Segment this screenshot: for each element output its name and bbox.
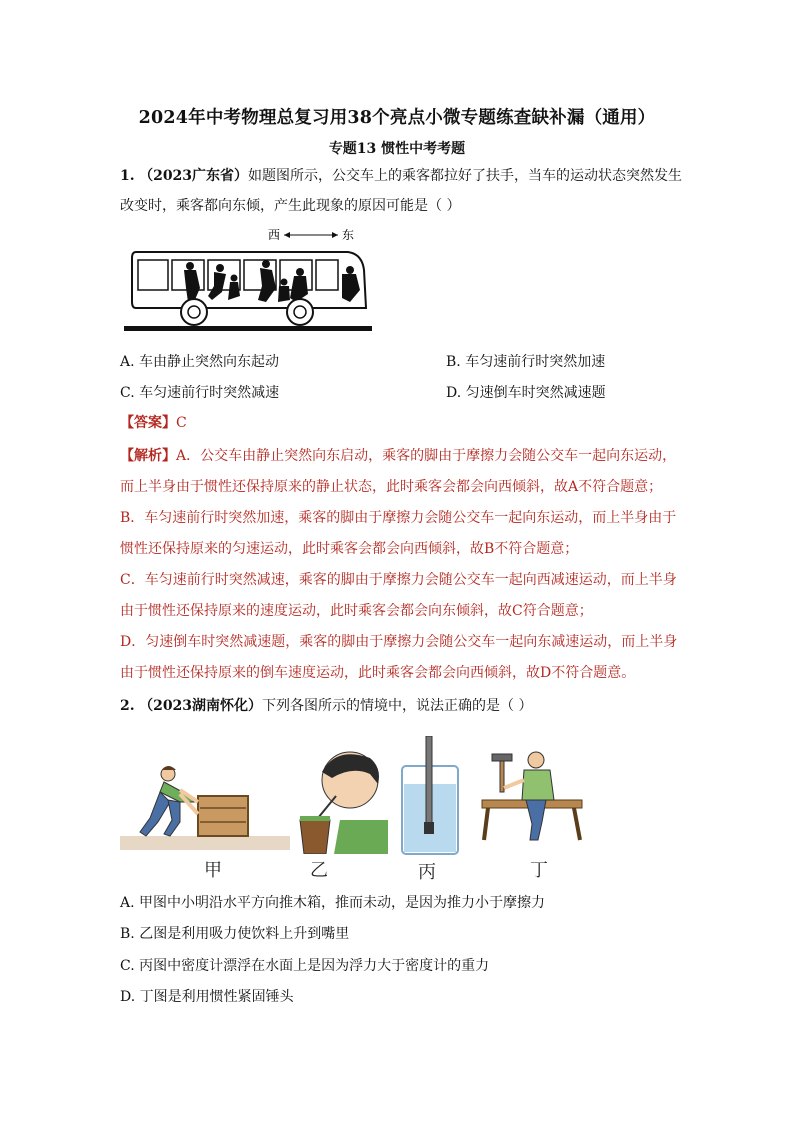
q2-stem-text: 下列各图所示的情境中，说法正确的是（ ）	[262, 698, 533, 714]
analysis-line-7: D．匀速倒车时突然减速题，乘客的脚由于摩擦力会随公交车一起向东减速运动，而上半身	[120, 634, 678, 650]
child-shirt	[334, 820, 388, 854]
hammer-handle	[500, 758, 504, 792]
front-wheel	[181, 299, 207, 325]
analysis-line-8: 由于惯性还保持原来的倒车速度运动，此时乘客会都会向西倾斜，故D不符合题意。	[120, 665, 636, 681]
q1-number: 1.	[120, 168, 135, 184]
density-meter-stem	[426, 736, 432, 826]
bus-figure	[124, 222, 374, 334]
arrow-left-head	[284, 232, 290, 238]
q2-option-c: C. 丙图中密度计漂浮在水面上是因为浮力大于密度计的重力	[120, 958, 490, 974]
figure-ding	[472, 744, 584, 884]
pushing-box-illustration	[120, 740, 290, 850]
q2-option-a: A. 甲图中小明沿水平方向推木箱，推而未动，是因为推力小于摩擦力	[120, 895, 546, 911]
q2-source: （2023湖南怀化）	[139, 698, 263, 714]
hammer-illustration	[472, 744, 584, 844]
answer-tag: 【答案】	[120, 415, 176, 431]
label-ding: 丁	[530, 860, 548, 881]
analysis-line-6: 由于惯性还保持原来的速度运动，此时乘客会都会向东倾斜，故C符合题意；	[120, 603, 593, 619]
figure-jia	[120, 740, 290, 880]
analysis-line-5: C．车匀速前行时突然减速，乘客的脚由于摩擦力会随公交车一起向西减速运动，而上半身	[120, 572, 677, 588]
east-label: 东	[342, 228, 355, 242]
q2-stem	[120, 696, 533, 716]
q1-option-d: D. 匀速倒车时突然减速题	[446, 385, 606, 401]
q2-option-b: B. 乙图是利用吸力使饮料上升到嘴里	[120, 926, 350, 942]
arrow-right-head	[332, 232, 338, 238]
hydrometer-illustration	[398, 736, 462, 856]
floor	[120, 836, 290, 850]
rear-wheel	[287, 299, 313, 325]
label-yi: 乙	[310, 860, 328, 881]
analysis-tag: 【解析】	[120, 448, 176, 464]
analysis-line-2: 而上半身由于惯性还保持原来的静止状态，此时乘客会都会向西倾斜，故A不符合题意；	[120, 479, 663, 495]
analysis-text-1: A．公交车由静止突然向东启动，乘客的脚由于摩擦力会随公交车一起向东运动，	[176, 448, 677, 464]
figure-bing	[398, 736, 462, 886]
q2-number: 2.	[120, 698, 135, 714]
q1-option-b: B. 车匀速前行时突然加速	[446, 354, 606, 370]
analysis-line-1	[120, 446, 676, 466]
bus-illustration	[124, 222, 374, 334]
q1-source: （2023广东省）	[139, 168, 249, 184]
answer-value: C	[176, 415, 187, 431]
figure-yi	[296, 744, 388, 884]
q1-option-a: A. 车由静止突然向东起动	[120, 354, 280, 370]
q1-stem-line2: 改变时，乘客都向东倾，产生此现象的原因可能是（ ）	[120, 198, 461, 214]
man-head	[528, 752, 544, 768]
q1-answer	[120, 413, 187, 433]
q1-stem-text1: 如题图所示，公交车上的乘客都拉好了扶手，当车的运动状态突然发生	[248, 168, 683, 184]
density-meter-bulb	[424, 822, 434, 834]
analysis-line-4: 惯性还保持原来的匀速运动，此时乘客会都会向西倾斜，故B不符合题意；	[120, 541, 579, 557]
man-shirt	[522, 770, 554, 800]
road	[124, 326, 372, 331]
hammer-head	[492, 754, 512, 761]
west-label: 西	[268, 228, 281, 242]
label-jia: 甲	[204, 860, 222, 881]
q2-option-d: D. 丁图是利用惯性紧固锤头	[120, 989, 294, 1005]
label-bing: 丙	[418, 862, 436, 883]
analysis-line-3: B．车匀速前行时突然加速，乘客的脚由于摩擦力会随公交车一起向东运动，而上半身由于	[120, 510, 677, 526]
section-subtitle: 专题13 惯性中考考题	[328, 141, 466, 157]
q1-option-c: C. 车匀速前行时突然减速	[120, 385, 280, 401]
straw	[318, 796, 336, 818]
page-title: 2024年中考物理总复习用38个亮点小微专题练查缺补漏（通用）	[138, 108, 656, 128]
drinking-straw-illustration	[296, 744, 388, 854]
drink-cup	[300, 820, 330, 854]
q1-stem-line1	[120, 166, 682, 186]
wooden-box	[198, 796, 248, 836]
